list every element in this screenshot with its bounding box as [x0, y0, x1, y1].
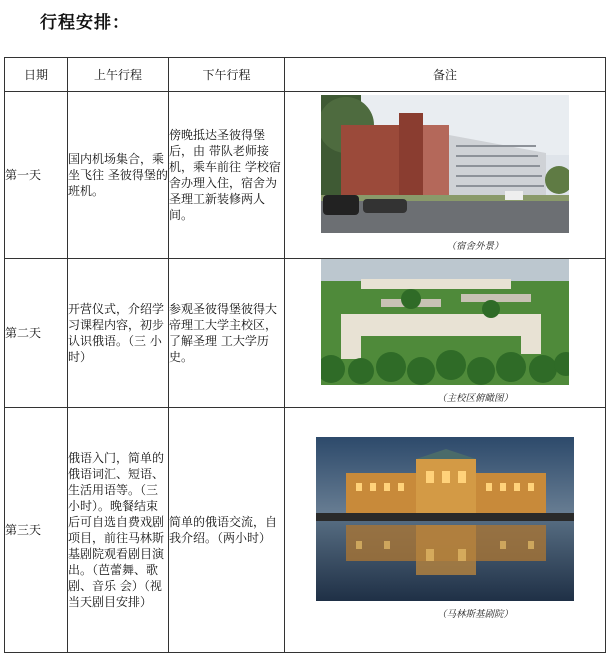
morning-cell: 开营仪式，介绍学习课程内容，初步认识俄语。（三 小时）	[68, 259, 169, 408]
header-notes: 备注	[285, 58, 606, 92]
table-row	[5, 259, 606, 408]
table-row	[5, 92, 606, 259]
table-row	[5, 408, 606, 653]
theatre-photo	[316, 437, 574, 601]
notes-cell	[285, 92, 606, 259]
dormitory-caption: （宿舍外景）	[446, 241, 504, 252]
campus-aerial-photo	[321, 259, 569, 385]
notes-cell	[285, 259, 606, 408]
morning-cell: 俄语入门，简单的俄语词汇、短语、生活用语等。（三小时）。晚餐结束后可自选自费戏剧项目，前往马林斯 基剧院观看剧目演出。（芭蕾舞、歌剧、音乐 会）（视当天剧目安排）	[68, 408, 169, 653]
header-afternoon: 下午行程	[169, 58, 285, 92]
day-cell: 第三天	[5, 408, 68, 653]
table-header-row	[5, 58, 606, 92]
header-morning: 上午行程	[68, 58, 169, 92]
day-cell: 第一天	[5, 92, 68, 259]
page-title: 行程安排：	[40, 13, 130, 33]
theatre-caption: （马林斯基剧院）	[436, 609, 513, 620]
notes-cell	[285, 408, 606, 653]
dormitory-photo	[321, 95, 569, 233]
morning-cell: 国内机场集合，乘坐飞往 圣彼得堡的班机。	[68, 92, 169, 259]
day-cell: 第二天	[5, 259, 68, 408]
schedule-table	[4, 57, 606, 653]
campus-caption: （主校区俯瞰图）	[436, 393, 513, 404]
afternoon-cell: 参观圣彼得堡彼得大帝理工大学主校区，了解圣理 工大学历史。	[169, 259, 285, 408]
header-day: 日期	[5, 58, 68, 92]
afternoon-cell: 简单的俄语交流，自我介绍。（两小时）	[169, 408, 285, 653]
afternoon-cell: 傍晚抵达圣彼得堡后，由 带队老师接机，乘车前往 学校宿舍办理入住，宿舍为圣理工新装修两人间。	[169, 92, 285, 259]
